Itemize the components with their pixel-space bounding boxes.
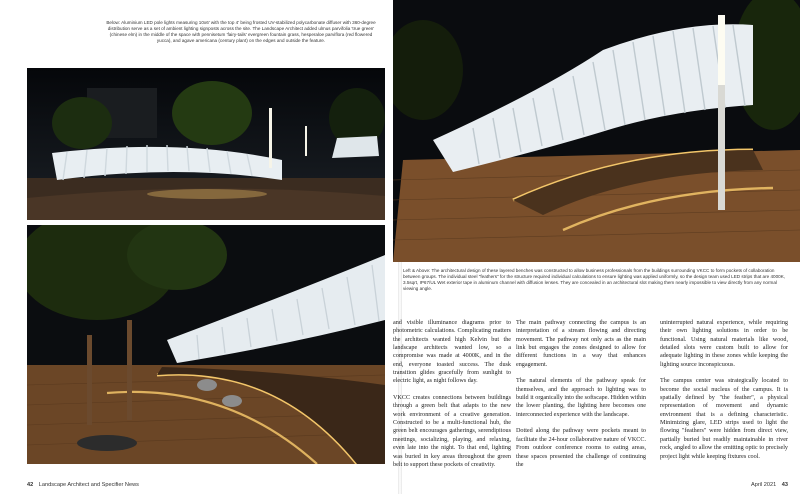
publication-name: Landscape Architect and Specifier News: [38, 482, 139, 488]
curved-bench-glow-photo: [27, 225, 385, 464]
night-feather-structure-photo: [27, 68, 385, 220]
left-column-text: and visible illuminance diagrams prior to photometric calculations. Complicating matters the architects wanted high Kelvin but the landscape architects wanted low, so a compromise was made at 4000K, and in the end, everyone toasted success. The dusk transition glides gracefully from sunlight to electric light, as night follows day. VKCC creates connections between buildings through a green belt that adapts to the new work environment of a creative generation. Constructed to be a multi-functional hub, the green belt encourages gatherings, serendipitous meetings, socializing, playing, and relaxing, even late into the night. To that end, lighting was buried in key areas throughout the green belt to support these pockets of creativity.: [393, 320, 511, 468]
photo-benches-wide: [393, 0, 800, 262]
right-page-number: 43: [781, 482, 788, 488]
right-column-2: uninterrupted natural experience, while requiring their own lighting solutions in order to be functional. Using natural materials like wood, detailed slots were custom built to allow for adequate lighting in these zones while keeping the lighting source inconspicuous. The campus center was strategically located to become the social nucleus of the campus. It is spatially defined by "the feather", a physical representation of movement and dynamic environment that is a defining characteristic. Minimizing glare, LED strips used to light the flowing "feathers" were hidden from direct view, partially buried but readily maintainable in river rock, angled to allow the emitting optic to precisely project light while keeping fixtures cool.: [660, 320, 788, 460]
layered-bench-feathers-photo: [393, 0, 800, 262]
issue-date: April 2021: [751, 482, 777, 488]
right-folio: [751, 482, 788, 488]
photo-night-benches-top: [27, 68, 385, 220]
right-caption: Left & Above: The architectural design of these layered benches was constructed to allow business professionals from the buildings surrounding VKCC to form pockets of collaboration between groups. The individual steel "feathers" for the structure required individual calculations to ensure lighting was applied uniformly, so the design team used LED strips that are 4000K, 3.5sqrt, IP67/UL Wet exterior tape in aluminum channel with diffusion lenses. They are concealed in an architectural slot making them nearly impossible to view directly from any normal viewing angle.: [403, 268, 786, 292]
photo-night-benches-bottom: [27, 225, 385, 464]
left-folio: [27, 482, 139, 488]
top-left-caption: Below: Aluminium LED pole lights measuring 10x6' with the top 4' being frosted UV-stabilized polycarbonate diffuser with 360-degree distribution serve as a set of ambient lighting signposts across the site. The Landscape Architect added ulmus parvifolia 'true green' (chinese elm) in the middle of the space with pennisetum 'fairy-tails' evergreen fountain grass, hesperaloe parviflora (red flowered yucca), and agave americana (century plant) on the edges and outside the feature.: [106, 20, 376, 44]
left-page-number: 42: [27, 482, 34, 488]
right-column-1: The main pathway connecting the campus is an interpretation of a stream flowing and directing movement. The pathway not only acts as the main link but engages the zones designed to allow for different functions in a way that enhances engagement. The natural elements of the pathway speak for themselves, and the approach to lighting was to build it organically into the softscape. Hidden within the lower planting, the lighting here becomes one interconnected experience with the landscape. Dotted along the pathway were pockets meant to facilitate the 24-hour collaborative nature of VKCC. From outdoor conference rooms to eating areas, these spaces presented the challenge of continuing the: [516, 320, 646, 468]
